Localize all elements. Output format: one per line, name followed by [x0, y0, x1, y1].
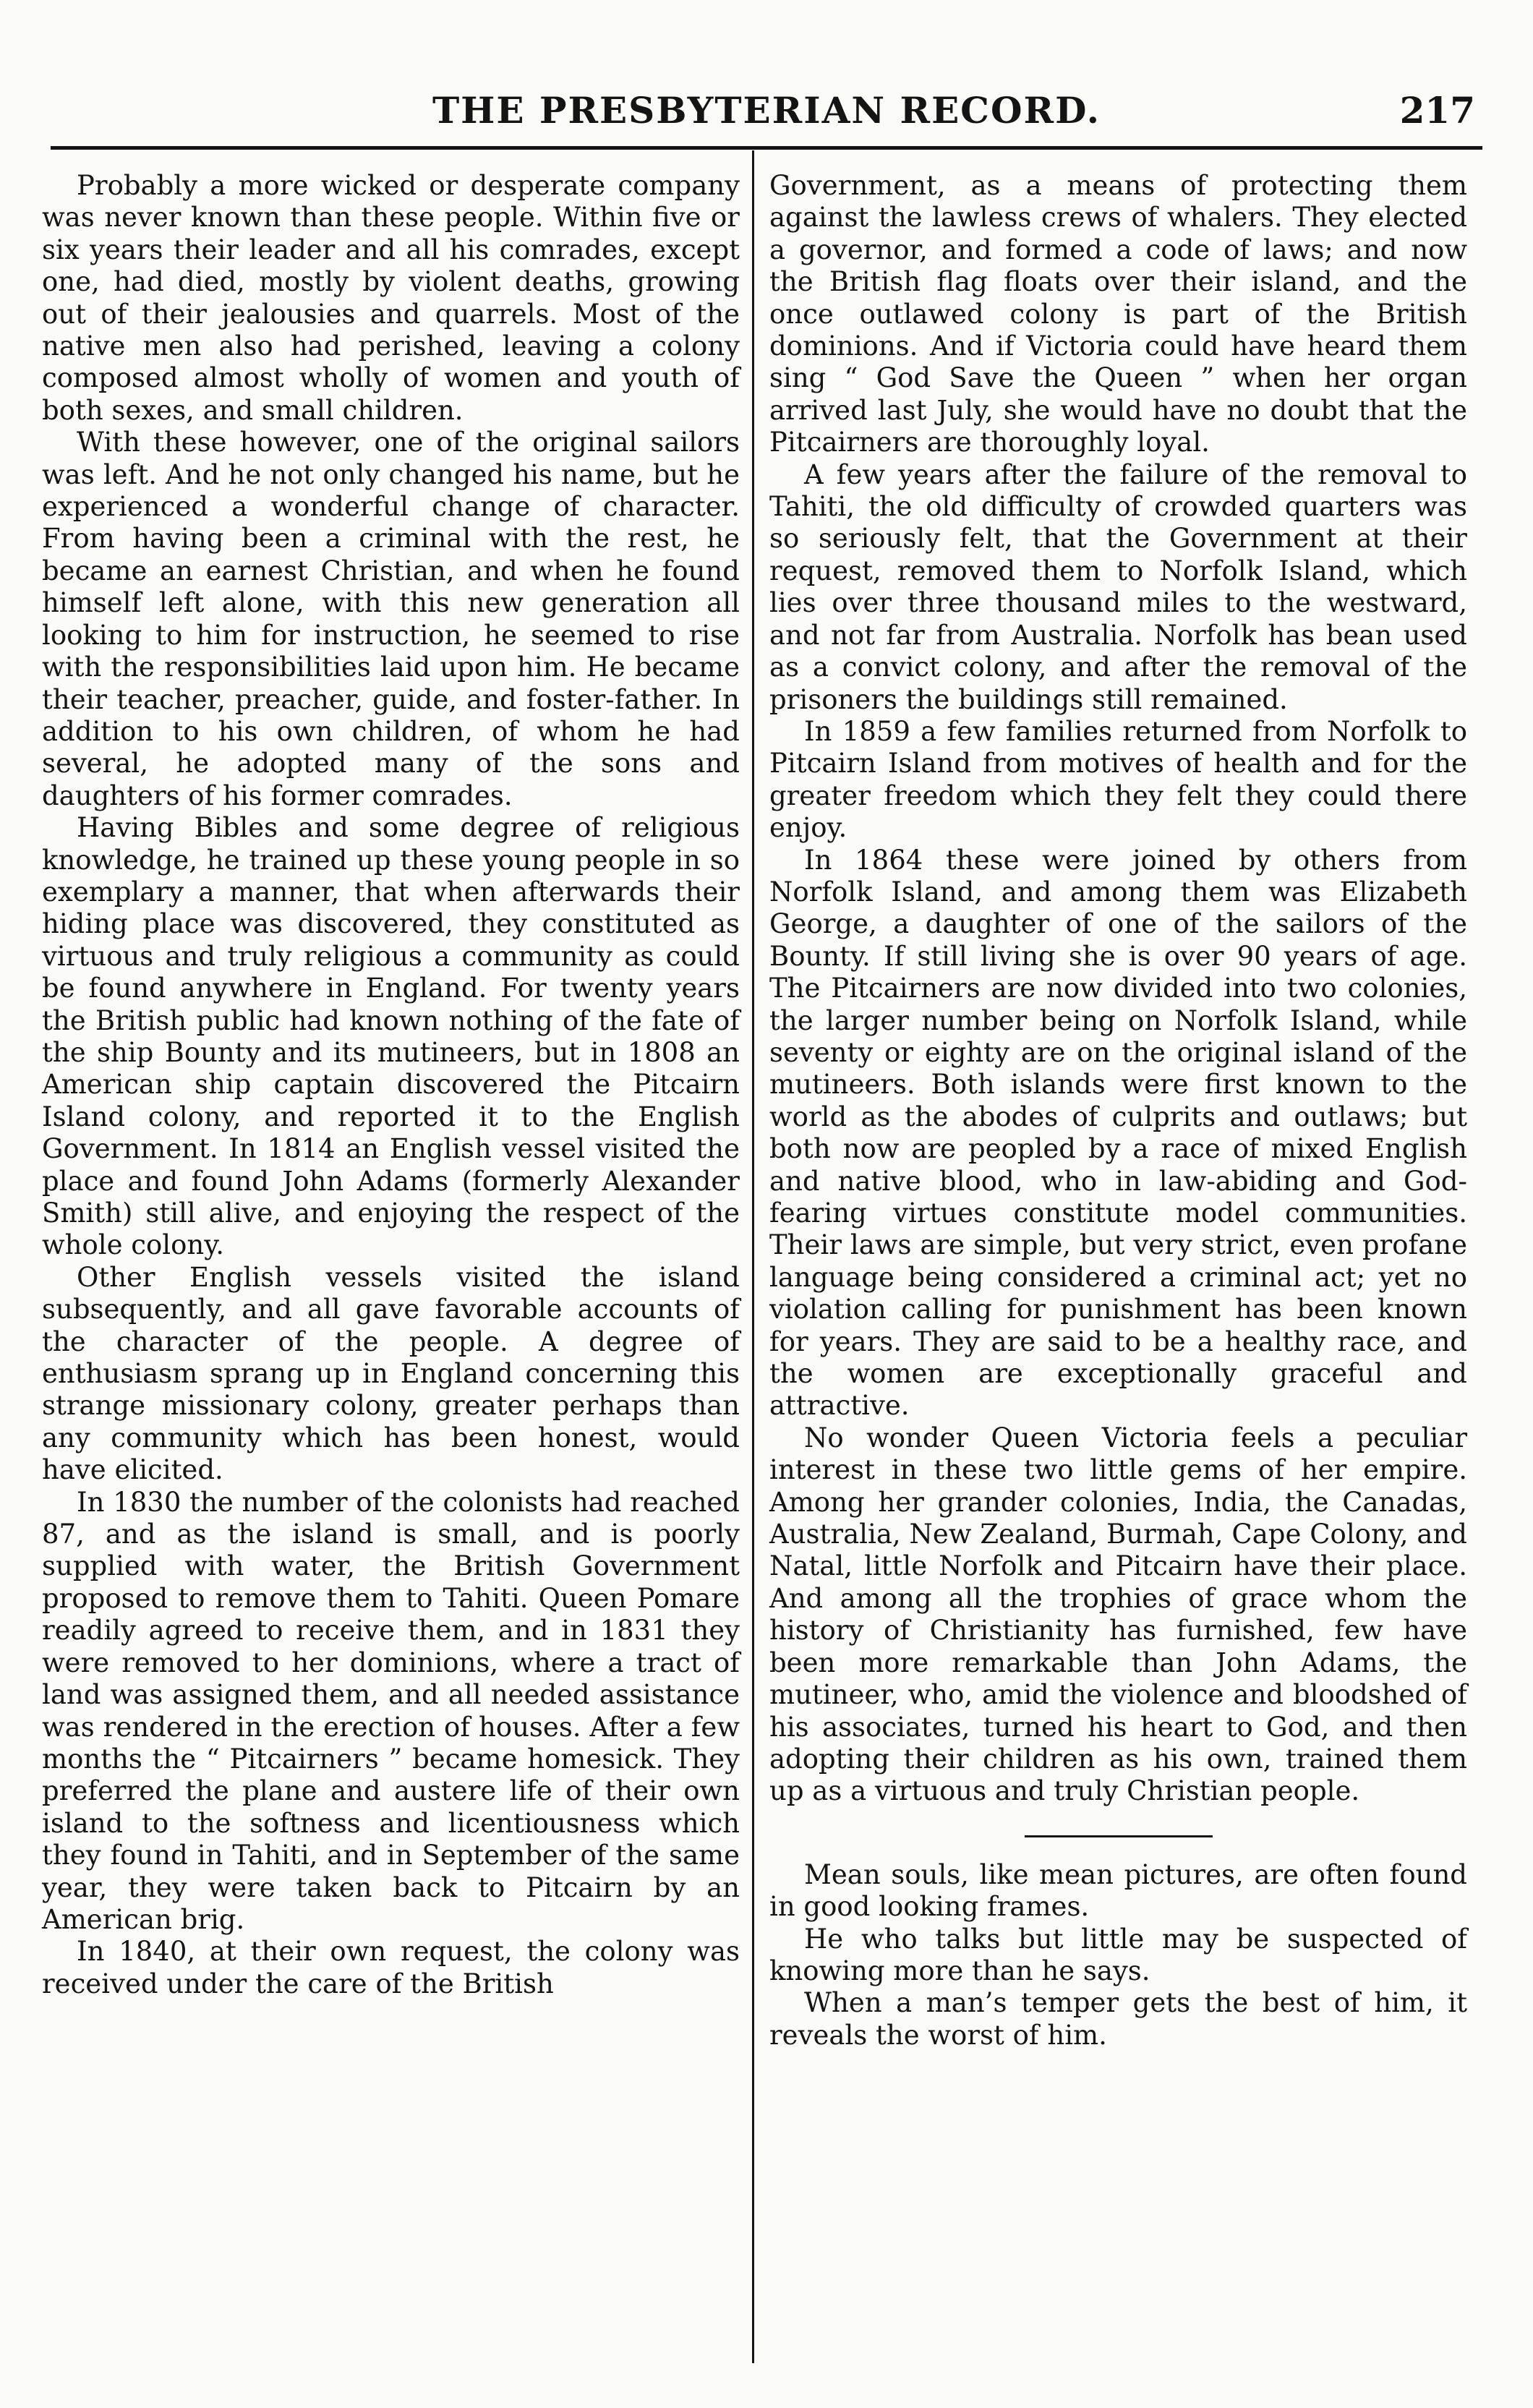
paragraph-continuation: Government, as a means of protecting them against the lawless crews of whalers. They elected a governor, and formed a code of laws; and now the British flag floats over their island, and the once outlawed colony is part of the British dominions. And if Victoria could have heard them sing “ God Save the Queen ” when her organ arrived last July, she would have no doubt that the Pitcairners are thoroughly loyal. [769, 170, 1467, 458]
paragraph: In 1859 a few families returned from Norfolk to Pitcairn Island from motives of health and for the greater freedom which they felt they could there enjoy. [769, 715, 1467, 844]
paragraph: No wonder Queen Victoria feels a peculiar interest in these two little gems of her empire. Among her grander colonies, India, the Canadas, Australia, New Zealand, Burmah, Cape Colony, and Natal, little Norfolk and Pitcairn have their place. And among all the trophies of grace whom the history of Christianity has furnished, few have been more remarkable than John Adams, the mutineer, who, amid the violence and bloodshed of his associates, turned his heart to God, and then adopting their children as his own, trained them up as a virtuous and truly Christian people. [769, 1422, 1467, 1807]
header-rule [51, 146, 1482, 150]
filler-item: When a man’s temper gets the best of him, it reveals the worst of him. [769, 1987, 1467, 2051]
paragraph: A few years after the failure of the removal to Tahiti, the old difficulty of crowded quarters was so seriously felt, that the Government at their request, removed them to Norfolk Island, which lies over three thousand miles to the westward, and not far from Australia. Norfolk has bean used as a convict colony, and after the removal of the prisoners the buildings still remained. [769, 458, 1467, 715]
paragraph: With these however, one of the original sailors was left. And he not only changed his name, but he experienced a wonderful change of character. From having been a criminal with the rest, he became an earnest Christian, and when he found himself left alone, with this new generation all looking to him for instruction, he seemed to rise with the responsibilities laid upon him. He became their teacher, preacher, guide, and foster-father. In addition to his own children, of whom he had several, he adopted many of the sons and daughters of his former comrades. [42, 427, 740, 811]
paragraph: In 1840, at their own request, the colony was received under the care of the British [42, 1936, 740, 1999]
running-title: THE PRESBYTERIAN RECORD. [432, 89, 1101, 132]
section-rule [1025, 1835, 1213, 1837]
paragraph: In 1864 these were joined by others from Norfolk Island, and among them was Elizabeth George, a daughter of one of the sailors of the Bounty. If still living she is over 90 years of age. The Pitcairners are now divided into two colonies, the larger number being on Norfolk Island, while seventy or eighty are on the original island of the mutineers. Both islands were first known to the world as the abodes of culprits and outlaws; but both now are peopled by a race of mixed English and native blood, who in law-abiding and God-fearing virtues constitute model communities. Their laws are simple, but very strict, even profane language being considered a criminal act; yet no violation calling for punishment has been known for years. They are said to be a healthy race, and the women are exceptionally graceful and attractive. [769, 844, 1467, 1422]
page-number: 217 [1399, 89, 1475, 132]
right-column [769, 170, 1467, 2052]
paragraph: Other English vessels visited the island subsequently, and all gave favorable accounts of the character of the people. A degree of enthusiasm sprang up in England concerning this strange missionary colony, greater perhaps than any community which has been honest, would have elicited. [42, 1261, 740, 1486]
filler-item: He who talks but little may be suspected of knowing more than he says. [769, 1923, 1467, 1986]
left-column [42, 170, 740, 2000]
paragraph: Having Bibles and some degree of religious knowledge, he trained up these young people in so exemplary a manner, that when afterwards their hiding place was discovered, they constituted as virtuous and truly religious a community as could be found anywhere in England. For twenty years the British public had known nothing of the fate of the ship Bounty and its mutineers, but in 1808 an American ship captain discovered the Pitcairn Island colony, and reported it to the English Government. In 1814 an English vessel visited the place and found John Adams (formerly Alexander Smith) still alive, and enjoying the respect of the whole colony. [42, 812, 740, 1261]
filler-item: Mean souls, like mean pictures, are often found in good looking frames. [769, 1858, 1467, 1923]
masthead [51, 85, 1482, 143]
column-divider [752, 150, 754, 2363]
paragraph: In 1830 the number of the colonists had reached 87, and as the island is small, and is poorly supplied with water, the British Government proposed to remove them to Tahiti. Queen Pomare readily agreed to receive them, and in 1831 they were removed to her dominions, where a tract of land was assigned them, and all needed assistance was rendered in the erection of houses. After a few months the “ Pitcairners ” became homesick. They preferred the plane and austere life of their own island to the softness and licentiousness which they found in Tahiti, and in September of the same year, they were taken back to Pitcairn by an American brig. [42, 1486, 740, 1935]
paragraph: Probably a more wicked or desperate company was never known than these people. Within five or six years their leader and all his comrades, except one, had died, mostly by violent deaths, growing out of their jealousies and quarrels. Most of the native men also had perished, leaving a colony composed almost wholly of women and youth of both sexes, and small children. [42, 170, 740, 426]
